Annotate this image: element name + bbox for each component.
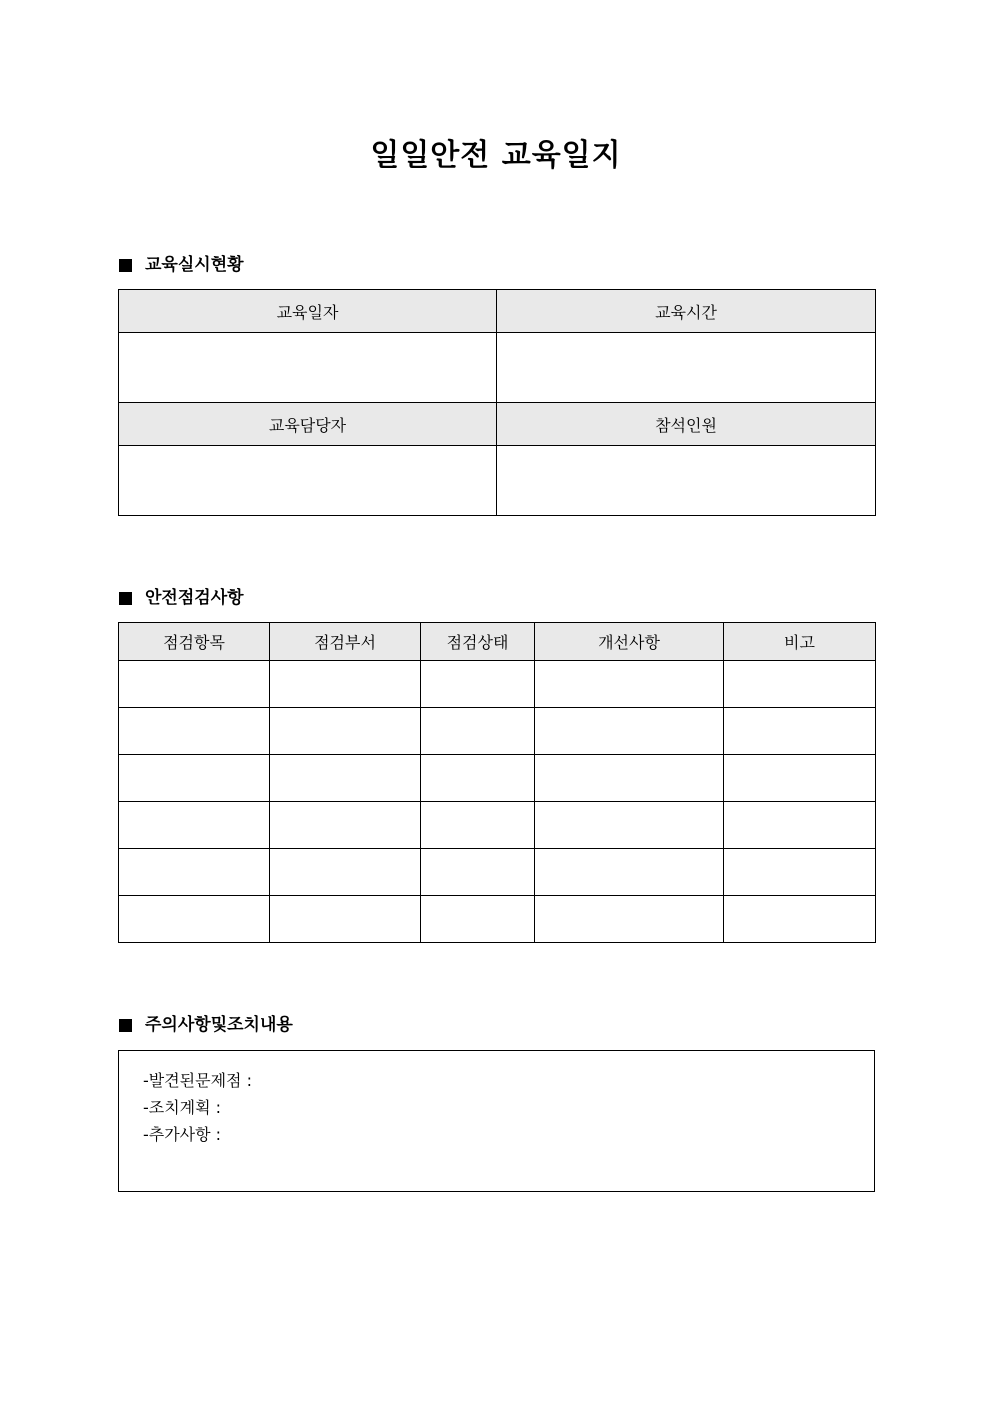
inspection-status-cell[interactable] [421, 849, 535, 896]
inspection-department-cell[interactable] [270, 708, 421, 755]
table-row [119, 446, 876, 516]
header-improvements: 개선사항 [535, 623, 724, 661]
inspection-status-cell[interactable] [421, 755, 535, 802]
inspection-department-cell[interactable] [270, 896, 421, 943]
improvements-cell[interactable] [535, 849, 724, 896]
inspection-status-cell[interactable] [421, 708, 535, 755]
table-row [119, 333, 876, 403]
inspection-item-cell[interactable] [119, 661, 270, 708]
education-date-field[interactable] [119, 333, 497, 403]
note-additional: -추가사항 : [143, 1125, 222, 1144]
precautions-notes-box[interactable] [118, 1050, 875, 1192]
inspection-status-cell[interactable] [421, 896, 535, 943]
table-row [119, 849, 876, 896]
table-row [119, 896, 876, 943]
header-inspection-department: 점검부서 [270, 623, 421, 661]
improvements-cell[interactable] [535, 708, 724, 755]
table-header-row [119, 290, 876, 333]
square-bullet-icon [119, 592, 132, 605]
section-heading-education-status [119, 254, 244, 276]
inspection-item-cell[interactable] [119, 802, 270, 849]
inspection-department-cell[interactable] [270, 849, 421, 896]
inspection-department-cell[interactable] [270, 802, 421, 849]
section-heading-label: 교육실시현황 [145, 255, 244, 275]
table-header-row [119, 403, 876, 446]
square-bullet-icon [119, 1019, 132, 1032]
improvements-cell[interactable] [535, 661, 724, 708]
attendees-field[interactable] [497, 446, 876, 516]
section-heading-label: 주의사항및조치내용 [145, 1015, 293, 1035]
header-education-date: 교육일자 [119, 290, 497, 333]
inspection-status-cell[interactable] [421, 802, 535, 849]
inspection-item-cell[interactable] [119, 896, 270, 943]
header-remarks: 비고 [724, 623, 876, 661]
header-inspection-item: 점검항목 [119, 623, 270, 661]
header-instructor: 교육담당자 [119, 403, 497, 446]
remarks-cell[interactable] [724, 708, 876, 755]
improvements-cell[interactable] [535, 802, 724, 849]
section-heading-safety-inspection [119, 587, 244, 609]
safety-inspection-table [118, 622, 876, 943]
inspection-item-cell[interactable] [119, 755, 270, 802]
improvements-cell[interactable] [535, 755, 724, 802]
header-inspection-status: 점검상태 [421, 623, 535, 661]
inspection-item-cell[interactable] [119, 849, 270, 896]
instructor-field[interactable] [119, 446, 497, 516]
remarks-cell[interactable] [724, 661, 876, 708]
header-education-time: 교육시간 [497, 290, 876, 333]
education-status-table [118, 289, 876, 516]
improvements-cell[interactable] [535, 896, 724, 943]
table-row [119, 708, 876, 755]
note-action-plan: -조치계획 : [143, 1098, 222, 1117]
table-row [119, 802, 876, 849]
table-header-row [119, 623, 876, 661]
square-bullet-icon [119, 259, 132, 272]
header-attendees: 참석인원 [497, 403, 876, 446]
remarks-cell[interactable] [724, 896, 876, 943]
section-heading-precautions [119, 1014, 293, 1036]
inspection-item-cell[interactable] [119, 708, 270, 755]
table-row [119, 755, 876, 802]
note-issues-found: -발견된문제점 : [143, 1071, 252, 1090]
section-heading-label: 안전점검사항 [145, 588, 244, 608]
education-time-field[interactable] [497, 333, 876, 403]
inspection-status-cell[interactable] [421, 661, 535, 708]
document-title: 일일안전 교육일지 [370, 138, 622, 173]
table-row [119, 661, 876, 708]
remarks-cell[interactable] [724, 755, 876, 802]
remarks-cell[interactable] [724, 849, 876, 896]
inspection-department-cell[interactable] [270, 755, 421, 802]
remarks-cell[interactable] [724, 802, 876, 849]
inspection-department-cell[interactable] [270, 661, 421, 708]
